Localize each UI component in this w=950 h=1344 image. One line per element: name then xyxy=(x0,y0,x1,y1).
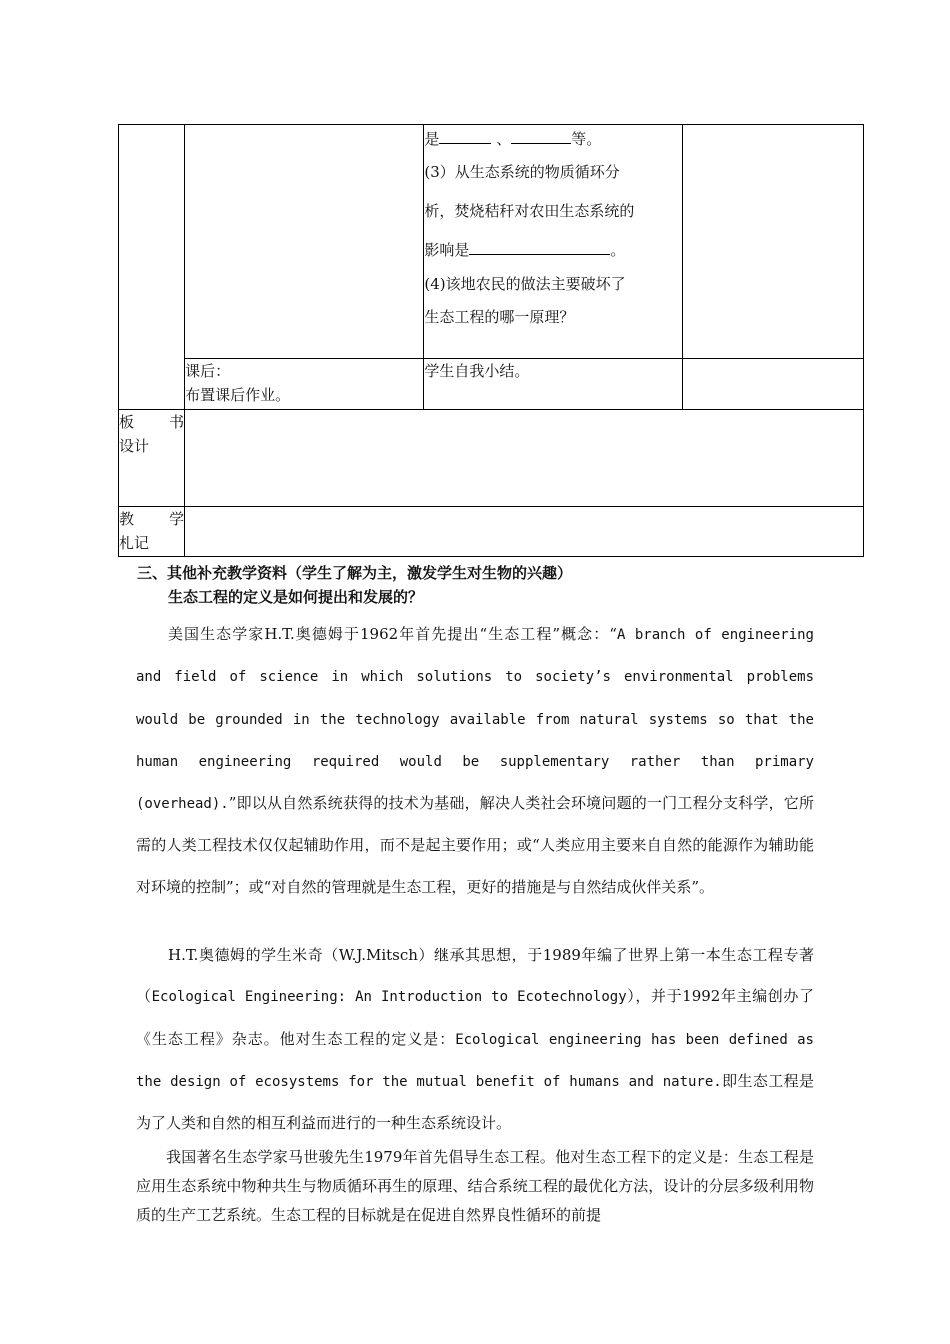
student-summary-text: 学生自我小结。 xyxy=(424,362,530,380)
after-class-label: 课后： xyxy=(185,362,231,380)
english-quote: A branch of engineering and field of science in which solutions to society’s environmental problems would be grounded in the technology available from natural systems so that the human engineering required would be supplementary rather than primary (overhead). xyxy=(136,627,814,813)
question-cell xyxy=(424,125,682,359)
q3-text-start: 影响是 xyxy=(424,241,470,259)
q3-text-end: 。 xyxy=(610,241,626,259)
notes-cell xyxy=(682,359,863,410)
label-char: 教 xyxy=(119,510,135,528)
board-design-content xyxy=(185,410,864,507)
answer-blank xyxy=(469,239,610,255)
label-char: 设计 xyxy=(119,437,150,455)
q2-separator: 、 xyxy=(496,130,512,148)
label-char: 板 xyxy=(119,413,135,431)
teacher-activity-cell xyxy=(185,125,424,359)
teaching-notes-label xyxy=(119,507,185,557)
empty-label-cell xyxy=(119,125,185,410)
table-row xyxy=(119,507,864,557)
paragraph-ma-shijun: 我国著名生态学家马世骏先生1979年首先倡导生态工程。他对生态工程下的定义是：生态工程是应用生态系统中物种共生与物质循环再生的原理、结合系统工程的最优化方法，设计的分层多级利用物质的生产工艺系统。生态工程的目标就是在促进自然界良性循环的前提 xyxy=(136,1148,814,1224)
answer-blank xyxy=(439,128,491,144)
board-design-label xyxy=(119,410,185,507)
label-char: 书 xyxy=(169,413,185,431)
question-3-line xyxy=(424,231,681,270)
label-char: 学 xyxy=(169,510,185,528)
teacher-homework-cell xyxy=(185,359,424,410)
table-row xyxy=(119,410,864,507)
section-title: 三、其他补充教学资料（学生了解为主，激发学生对生物的兴趣） xyxy=(137,564,573,582)
paragraph-text: ”即以从自然系统获得的技术为基础，解决人类社会环境问题的一门工程分支科学，它所需的人类工程技术仅仅起辅助作用，而不是起主要作用；或“人类应用主要来自自然的能源作为辅助能对环境的控制”；或“对自然的管理就是生态工程，更好的措施是与自然结成伙伴关系”。 xyxy=(136,794,814,896)
question-3-line: (3）从生态系统的物质循环分 xyxy=(424,163,620,181)
paragraph-mitsch xyxy=(136,935,814,1144)
question-4-line: 生态工程的哪一原理？ xyxy=(424,308,575,326)
label-char: 札记 xyxy=(119,534,150,552)
section-subtitle: 生态工程的定义是如何提出和发展的？ xyxy=(168,588,424,606)
q2-text-start: 是 xyxy=(424,130,440,148)
question-2-tail xyxy=(424,125,681,153)
question-4-line: (4)该地农民的做法主要破坏了 xyxy=(424,275,626,293)
paragraph-text: 即生态工程是为了人类和自然的相互利益而进行的一种生态系统设计。 xyxy=(136,1071,814,1133)
teaching-notes-content xyxy=(185,507,864,557)
question-3-line: 析，焚烧秸秆对农田生态系统的 xyxy=(424,202,635,220)
paragraph-text: 美国生态学家H.T.奥德姆于1962年首先提出“生态工程”概念：“ xyxy=(168,625,617,643)
lesson-plan-table xyxy=(118,124,864,557)
paragraph-text: ），并于1992年主编创办了《生态工程》杂志。他对生态工程的定义是： xyxy=(136,987,814,1048)
table-row xyxy=(119,359,864,410)
book-title: Ecological Engineering: An Introduction to Ecotechnology xyxy=(151,989,627,1006)
table-row xyxy=(119,125,864,359)
q2-text-end: 等。 xyxy=(571,130,602,148)
answer-blank xyxy=(511,128,571,144)
notes-cell xyxy=(682,125,863,359)
paragraph-text: H.T.奥德姆的学生米奇（W.J.Mitsch）继承其思想，于1989年编了世界上第一本生态工程专著（ xyxy=(136,946,814,1006)
paragraph-odum xyxy=(136,614,814,908)
homework-text: 布置课后作业。 xyxy=(185,386,291,404)
student-summary-cell xyxy=(424,359,682,410)
english-quote: Ecological engineering has been defined as the design of ecosystems for the mutual benefit of humans and nature. xyxy=(136,1031,814,1090)
